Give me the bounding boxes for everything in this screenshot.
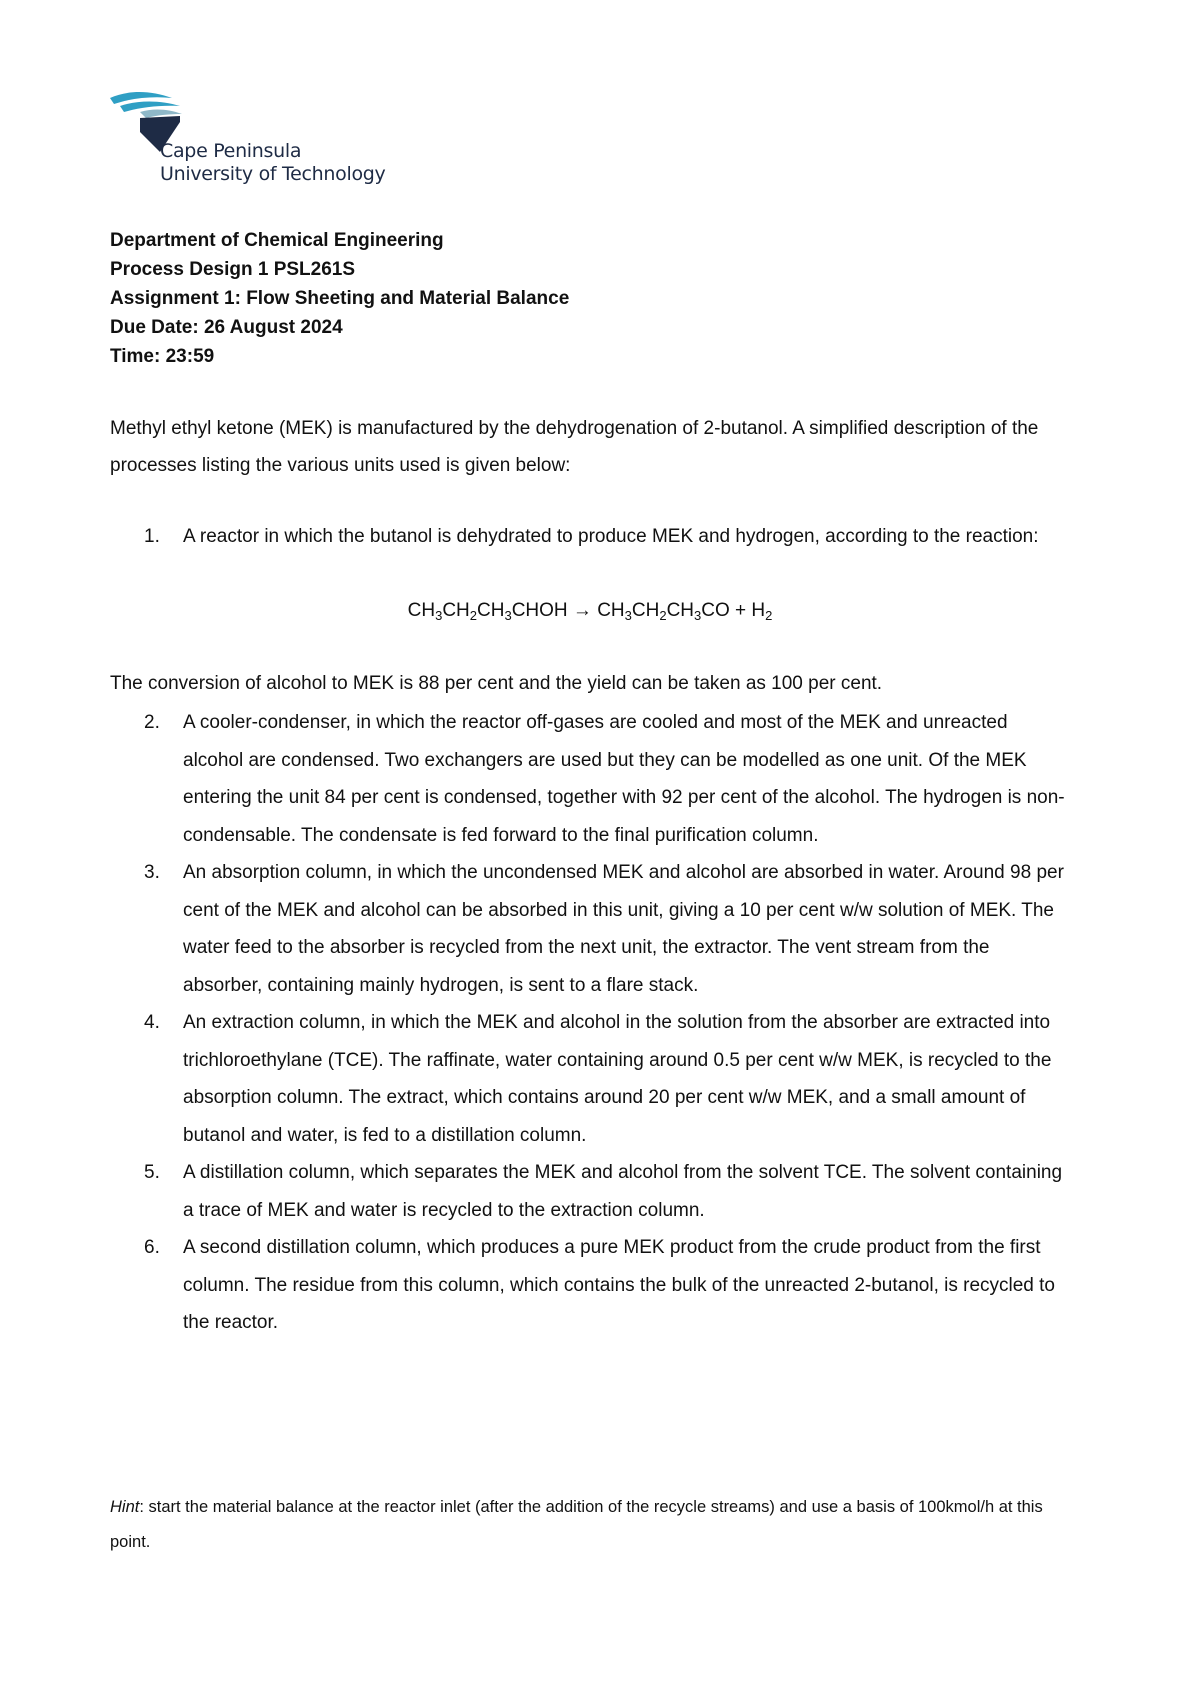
- due-date: Due Date: 26 August 2024: [110, 317, 343, 338]
- hint-paragraph: [110, 1490, 1070, 1560]
- assignment-title: Assignment 1: Flow Sheeting and Material Balance: [110, 288, 570, 309]
- intro-paragraph: Methyl ethyl ketone (MEK) is manufactured by the dehydrogenation of 2-butanol. A simplified description of the processes listing the various units used is given below:: [110, 418, 1039, 476]
- due-time: Time: 23:59: [110, 346, 215, 367]
- eq-part: CO + H: [701, 600, 766, 621]
- eq-subscript: 3: [694, 608, 702, 623]
- reaction-equation: [110, 596, 1070, 626]
- eq-part: CH: [666, 600, 695, 621]
- eq-part: CH: [631, 600, 660, 621]
- eq-subscript: 2: [469, 608, 477, 623]
- list-item: [110, 1004, 1070, 1154]
- list-item-text: A second distillation column, which produces a pure MEK product from the crude product from the first column. The residue from this column, which contains the bulk of the unreacted 2-butanol, is recycled to the reactor.: [183, 1237, 1055, 1333]
- list-item: [110, 518, 1070, 556]
- eq-part: CH: [597, 600, 625, 621]
- university-logo: [110, 92, 430, 192]
- list-item: [110, 1229, 1070, 1342]
- eq-subscript: 2: [765, 608, 773, 623]
- list-item: [110, 1154, 1070, 1229]
- list-item-text: A distillation column, which separates the MEK and alcohol from the solvent TCE. The solvent containing a trace of MEK and water is recycled to the extraction column.: [183, 1162, 1063, 1221]
- eq-part: CH: [442, 600, 470, 621]
- eq-subscript: 3: [624, 608, 632, 623]
- department-title: Department of Chemical Engineering: [110, 230, 444, 251]
- process-units-list-part2: [110, 704, 1070, 1342]
- list-item-number: 6.: [144, 1237, 160, 1258]
- list-item-number: 3.: [144, 862, 160, 883]
- course-title: Process Design 1 PSL261S: [110, 259, 356, 280]
- eq-subscript: 3: [504, 608, 512, 623]
- list-item-text: A reactor in which the butanol is dehydrated to produce MEK and hydrogen, according to the reaction:: [183, 526, 1039, 547]
- list-item: [110, 854, 1070, 1004]
- conversion-statement: The conversion of alcohol to MEK is 88 per cent and the yield can be taken as 100 per cent.: [110, 673, 883, 694]
- eq-subscript: 2: [659, 608, 667, 623]
- logo-text-line1: Cape Peninsula: [160, 140, 302, 162]
- list-item-text: An absorption column, in which the uncondensed MEK and alcohol are absorbed in water. Around 98 per cent of the MEK and alcohol can be absorbed in this unit, giving a 10 per cent w/w solution of MEK. The water feed to the absorber is recycled from the next unit, the extractor. The vent stream from the absorber, containing mainly hydrogen, is sent to a flare stack.: [183, 862, 1064, 996]
- list-item-number: 5.: [144, 1162, 160, 1183]
- list-item-number: 1.: [144, 526, 160, 547]
- process-units-list-part1: [110, 518, 1070, 556]
- eq-subscript: 3: [435, 608, 443, 623]
- assignment-header: [110, 226, 569, 371]
- hint-text: : start the material balance at the reactor inlet (after the addition of the recycle streams) and use a basis of 100kmol/h at this point.: [110, 1498, 1043, 1551]
- logo-text-line2: University of Technology: [160, 163, 386, 185]
- list-item-number: 2.: [144, 712, 160, 733]
- eq-part: CHOH: [511, 600, 568, 621]
- reaction-arrow: →: [572, 600, 592, 621]
- list-item-number: 4.: [144, 1012, 160, 1033]
- eq-part: CH: [407, 600, 436, 621]
- list-item-text: A cooler-condenser, in which the reactor off-gases are cooled and most of the MEK and unreacted alcohol are condensed. Two exchangers are used but they can be modelled as one unit. Of the MEK entering the unit 84 per cent is condensed, together with 92 per cent of the alcohol. The hydrogen is non-condensable. The condensate is fed forward to the final purification column.: [183, 712, 1065, 846]
- hint-label: Hint: [110, 1498, 140, 1516]
- eq-part: CH: [477, 600, 505, 621]
- list-item-text: An extraction column, in which the MEK and alcohol in the solution from the absorber are extracted into trichloroethylane (TCE). The raffinate, water containing around 0.5 per cent w/w MEK, is recycled to the absorption column. The extract, which contains around 20 per cent w/w MEK, and a small amount of butanol and water, is fed to a distillation column.: [183, 1012, 1052, 1146]
- list-item: [110, 704, 1070, 854]
